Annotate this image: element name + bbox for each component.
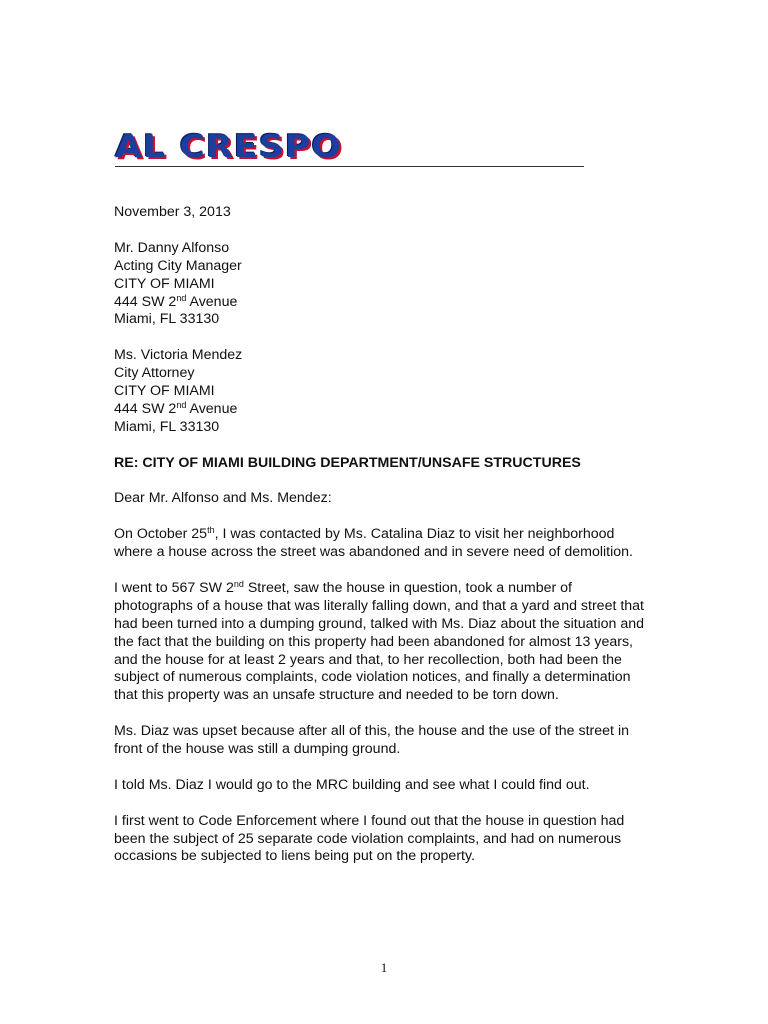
letter-date: November 3, 2013 [114,204,231,220]
letterhead-logo: AL CRESPO [115,129,343,165]
paragraph-4: I told Ms. Diaz I would go to the MRC building and see what I could find out. [114,776,590,793]
recipient-street: 444 SW 2nd Avenue [114,292,238,310]
letterhead [115,128,585,167]
recipient-city: Miami, FL 33130 [114,311,220,328]
letterhead-rule [115,166,584,167]
paragraph-5: I first went to Code Enforcement where I found out that the house in question had been the subject of 25 separate code violation complaints, and had on numerous occasions be subjected to liens being put on the property. [114,812,625,865]
recipient-title: City Attorney [114,365,195,382]
salutation: Dear Mr. Alfonso and Ms. Mendez: [114,490,332,507]
recipient-block-2 [114,347,654,437]
paragraph-2: I went to 567 SW 2nd Street, saw the house in question, took a number of photographs of a house that was literally falling down, and that a yard and street that had been turned into a dumping ground, talked with Ms. Diaz about the situation and the fact that the building on this property had been abandoned for almost 13 years, and the house for at least 2 years and that, to her recollection, both had been the subject of numerous complaints, code violation notices, and finally a determination that this property was an unsafe structure and needed to be torn down. [114,578,645,704]
recipient-block-1 [114,240,654,330]
paragraph-1: On October 25th, I was contacted by Ms. Catalina Diaz to visit her neighborhood where a house across the street was abandoned and in severe need of demolition. [114,525,633,561]
recipient-city: Miami, FL 33130 [114,418,220,435]
recipient-org: CITY OF MIAMI [114,383,215,400]
recipient-name: Mr. Danny Alfonso [114,239,230,256]
recipient-name: Ms. Victoria Mendez [114,347,243,364]
subject-line: RE: CITY OF MIAMI BUILDING DEPARTMENT/UNSAFE STRUCTURES [114,454,581,471]
paragraph-3: Ms. Diaz was upset because after all of this, the house and the use of the street in front of the house was still a dumping ground. [114,723,629,758]
recipient-street: 444 SW 2nd Avenue [114,399,238,417]
letter-body [114,204,654,884]
recipient-org: CITY OF MIAMI [114,275,215,292]
page-number: 1 [380,960,388,975]
recipient-title: Acting City Manager [114,257,242,274]
